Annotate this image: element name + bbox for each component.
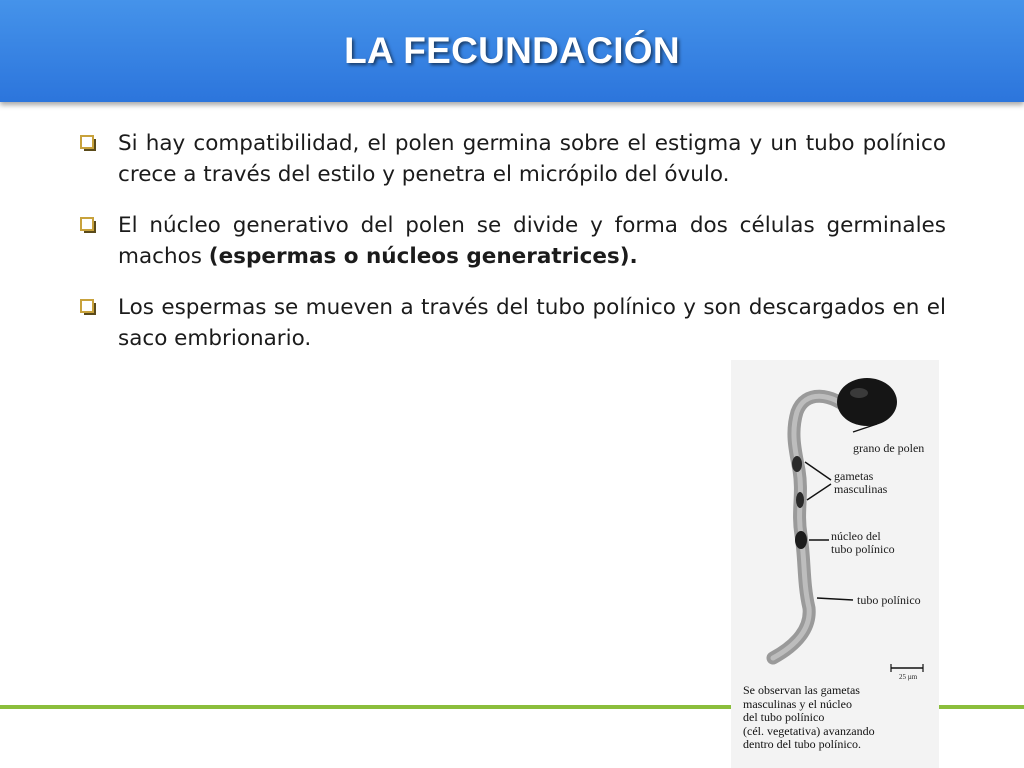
title-bar xyxy=(0,0,1024,102)
checkbox-square-icon xyxy=(80,217,97,234)
bullet-bold-text: (espermas o núcleos generatrices). xyxy=(208,244,638,269)
tube-nucleus xyxy=(795,531,807,549)
bullet-list xyxy=(80,128,946,374)
label-tube-nucleus: núcleo del tubo polínico xyxy=(831,529,895,556)
label-pollen-grain: grano de polen xyxy=(853,441,925,455)
bullet-item xyxy=(80,128,946,190)
bullet-item xyxy=(80,210,946,272)
pollen-tube-shape xyxy=(773,396,853,658)
checkbox-square-icon xyxy=(80,299,97,316)
bullet-text: Los espermas se mueven a través del tubo polínico y son descargados en el saco embrionario. xyxy=(118,295,946,351)
checkbox-square-icon xyxy=(80,135,97,152)
label-male-gametes: gametas masculinas xyxy=(834,469,888,496)
bullet-item xyxy=(80,292,946,354)
figure-caption: Se observan las gametas masculinas y el núcleo del tubo polínico (cél. vegetativa) avanzando dentro del tubo polínico. xyxy=(743,683,875,751)
pollen-grain xyxy=(837,378,897,426)
scale-label: 25 µm xyxy=(899,673,918,681)
male-gamete xyxy=(796,492,804,508)
pollen-tube-figure xyxy=(731,360,939,768)
male-gamete xyxy=(792,456,802,472)
label-pollen-tube: tubo polínico xyxy=(857,593,921,607)
bullet-text: El núcleo generativo del polen se divide y forma dos células germinales machos xyxy=(118,213,946,269)
bullet-text: Si hay compatibilidad, el polen germina sobre el estigma y un tubo polínico crece a través del estilo y penetra el micrópilo del óvulo. xyxy=(118,131,946,187)
slide-title: LA FECUNDACIÓN xyxy=(344,30,680,71)
